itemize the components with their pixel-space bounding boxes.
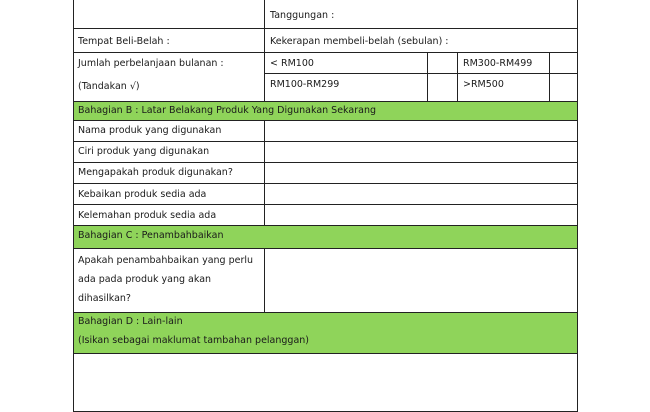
shopping-row — [74, 29, 577, 53]
section-c-header — [74, 226, 577, 249]
product-features-label: Ciri produk yang digunakan — [78, 146, 210, 157]
spending-option: RM100-RM299 — [270, 79, 340, 90]
product-advantages-label: Kebaikan produk sedia ada — [78, 189, 207, 200]
section-d-subtitle: (Isikan sebagai maklumat tambahan pelanggan) — [78, 335, 310, 346]
section-b-row — [74, 142, 577, 163]
improvement-question-line: dihasilkan? — [78, 293, 131, 304]
section-b-title: Bahagian B : Latar Belakang Produk Yang Digunakan Sekarang — [78, 105, 376, 116]
section-b-header — [74, 102, 577, 121]
improvement-question-line: ada pada produk yang akan — [78, 274, 212, 285]
section-b-row — [74, 205, 577, 226]
shopping-frequency-label: Kekerapan membeli-belah (sebulan) : — [270, 36, 449, 47]
monthly-spending-row — [74, 53, 577, 102]
spending-option: RM300-RM499 — [463, 58, 533, 69]
shopping-place-label: Tempat Beli-Belah : — [78, 36, 170, 47]
section-d-answer-area[interactable] — [74, 354, 577, 411]
spending-option: >RM500 — [463, 79, 504, 90]
section-b-row — [74, 163, 577, 184]
monthly-spending-label: Jumlah perbelanjaan bulanan : — [78, 58, 224, 69]
spending-option: < RM100 — [270, 58, 314, 69]
address-row — [74, 0, 577, 29]
tick-instruction: (Tandakan √) — [78, 81, 140, 92]
dependents-label: Tanggungan : — [270, 10, 335, 21]
product-name-label: Nama produk yang digunakan — [78, 125, 222, 136]
section-d-title: Bahagian D : Lain-lain — [78, 316, 183, 327]
section-b-row — [74, 184, 577, 205]
address-label — [78, 0, 118, 1]
product-reason-label: Mengapakah produk digunakan? — [78, 167, 233, 178]
customer-survey-form — [73, 0, 578, 412]
section-c-title: Bahagian C : Penambahbaikan — [78, 230, 224, 241]
section-d-header — [74, 313, 577, 354]
section-c-body — [74, 249, 577, 313]
section-b-row — [74, 121, 577, 142]
improvement-question-line: Apakah penambahbaikan yang perlu — [78, 255, 254, 266]
family-status-label — [270, 0, 380, 1]
product-weaknesses-label: Kelemahan produk sedia ada — [78, 210, 217, 221]
